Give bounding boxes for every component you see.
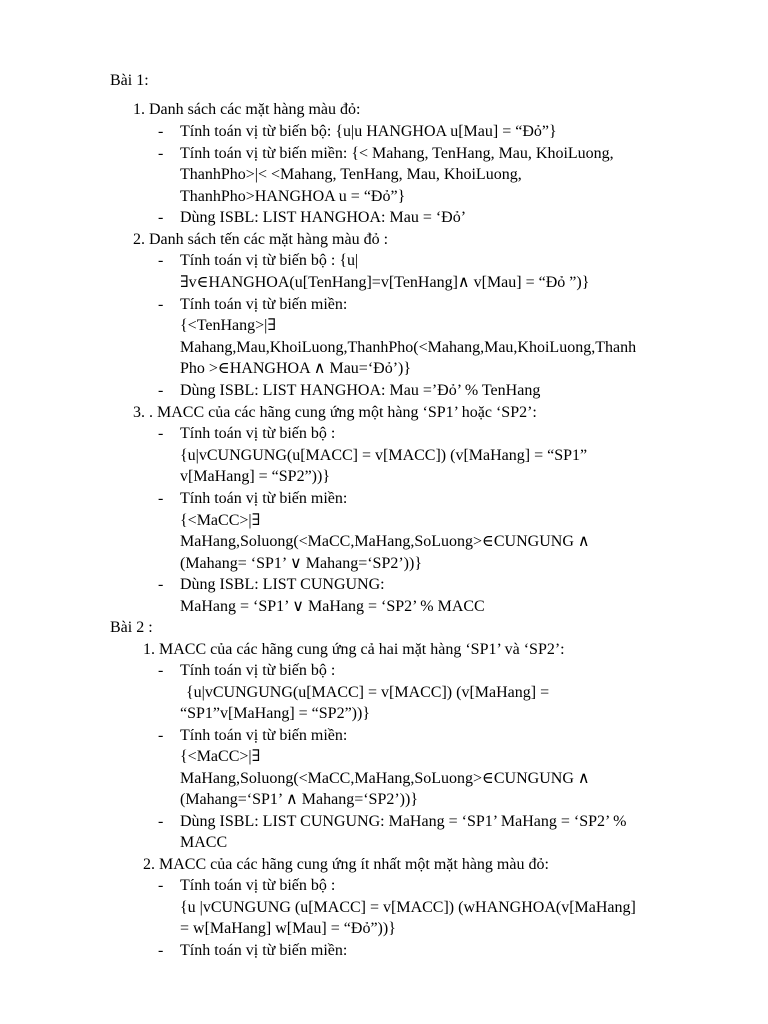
text-line: Tính toán vị từ biến miền: {< Mahang, TenHang, Mau, KhoiLuong, xyxy=(180,145,614,162)
text-line: {<MaCC>|∃ xyxy=(180,748,261,765)
text-line: Dùng ISBL: LIST CUNGUNG: xyxy=(180,576,385,593)
section-heading: Bài 1: xyxy=(110,72,149,89)
text-line: “SP1”v[MaHang] = “SP2”))} xyxy=(180,705,370,722)
bullet-dash: - xyxy=(158,877,164,894)
text-line: Tính toán vị từ biến bộ : xyxy=(180,425,336,442)
bullet-dash: - xyxy=(158,209,164,226)
bullet-dash: - xyxy=(158,576,164,593)
text-line: Tính toán vị từ biến miền: xyxy=(180,942,348,959)
list-item-number: 1. Danh sách các mặt hàng màu đỏ: xyxy=(133,101,361,118)
bullet-dash: - xyxy=(158,490,164,507)
text-line: ∃v∈HANGHOA(u[TenHang]=v[TenHang]∧ v[Mau] = “Đỏ ”)} xyxy=(180,274,590,291)
text-line: Tính toán vị từ biến miền: xyxy=(180,490,348,507)
text-line: Dùng ISBL: LIST CUNGUNG: MaHang = ‘SP1’ MaHang = ‘SP2’ % xyxy=(180,813,627,830)
text-line: v[MaHang] = “SP2”))} xyxy=(180,468,330,485)
bullet-dash: - xyxy=(158,382,164,399)
text-line: MaHang,Soluong(<MaCC,MaHang,SoLuong>∈CUNGUNG ∧ xyxy=(180,770,590,787)
text-line: MaHang,Soluong(<MaCC,MaHang,SoLuong>∈CUNGUNG ∧ xyxy=(180,533,590,550)
bullet-dash: - xyxy=(158,296,164,313)
text-line: Dùng ISBL: LIST HANGHOA: Mau =’Đỏ’ % TenHang xyxy=(180,382,541,399)
text-line: ThanhPho>HANGHOA u = “Đỏ”} xyxy=(180,188,406,205)
section-heading: Bài 2 : xyxy=(110,619,153,636)
list-item-number: 2. Danh sách tến các mặt hàng màu đỏ : xyxy=(133,231,389,248)
list-item-number: 3. . MACC của các hãng cung ứng một hàng ‘SP1’ hoặc ‘SP2’: xyxy=(133,404,537,421)
text-line: ThanhPho>|< <Mahang, TenHang, Mau, KhoiLuong, xyxy=(180,166,522,183)
text-line: = w[MaHang] w[Mau] = “Đỏ”))} xyxy=(180,920,396,937)
text-line: Tính toán vị từ biến bộ : xyxy=(180,877,336,894)
text-line: Tính toán vị từ biến miền: xyxy=(180,727,348,744)
text-line: MACC xyxy=(180,834,228,851)
text-line: {u|vCUNGUNG(u[MACC] = v[MACC]) (v[MaHang] = “SP1” xyxy=(180,447,588,464)
list-item-number: 2. MACC của các hãng cung ứng ít nhất một mặt hàng màu đỏ: xyxy=(143,856,549,873)
bullet-dash: - xyxy=(158,123,164,140)
bullet-dash: - xyxy=(158,942,164,959)
text-line: {u |vCUNGUNG (u[MACC] = v[MACC]) (wHANGHOA(v[MaHang] xyxy=(180,899,636,916)
bullet-dash: - xyxy=(158,727,164,744)
text-line: Tính toán vị từ biến bộ : {u| xyxy=(180,252,359,269)
text-line: {<TenHang>|∃ xyxy=(180,317,277,334)
bullet-dash: - xyxy=(158,662,164,679)
list-item-number: 1. MACC của các hãng cung ứng cả hai mặt hàng ‘SP1’ và ‘SP2’: xyxy=(143,641,565,658)
text-line: MaHang = ‘SP1’ ∨ MaHang = ‘SP2’ % MACC xyxy=(180,598,485,615)
text-line: Tính toán vị từ biến miền: xyxy=(180,296,348,313)
text-line: {u|vCUNGUNG(u[MACC] = v[MACC]) (v[MaHang] = xyxy=(186,684,550,701)
text-line: Dùng ISBL: LIST HANGHOA: Mau = ‘Đỏ’ xyxy=(180,209,467,226)
text-line: Pho >∈HANGHOA ∧ Mau=‘Đỏ’)} xyxy=(180,360,412,377)
text-line: Tính toán vị từ biến bộ: {u|u HANGHOA u[Mau] = “Đỏ”} xyxy=(180,123,557,140)
text-line: (Mahang= ‘SP1’ ∨ Mahang=‘SP2’))} xyxy=(180,555,422,572)
text-line: Mahang,Mau,KhoiLuong,ThanhPho(<Mahang,Mau,KhoiLuong,Thanh xyxy=(180,339,637,356)
bullet-dash: - xyxy=(158,813,164,830)
bullet-dash: - xyxy=(158,252,164,269)
bullet-dash: - xyxy=(158,425,164,442)
text-line: Tính toán vị từ biến bộ : xyxy=(180,662,336,679)
text-line: {<MaCC>|∃ xyxy=(180,512,261,529)
text-line: (Mahang=‘SP1’ ∧ Mahang=‘SP2’))} xyxy=(180,791,418,808)
bullet-dash: - xyxy=(158,145,164,162)
